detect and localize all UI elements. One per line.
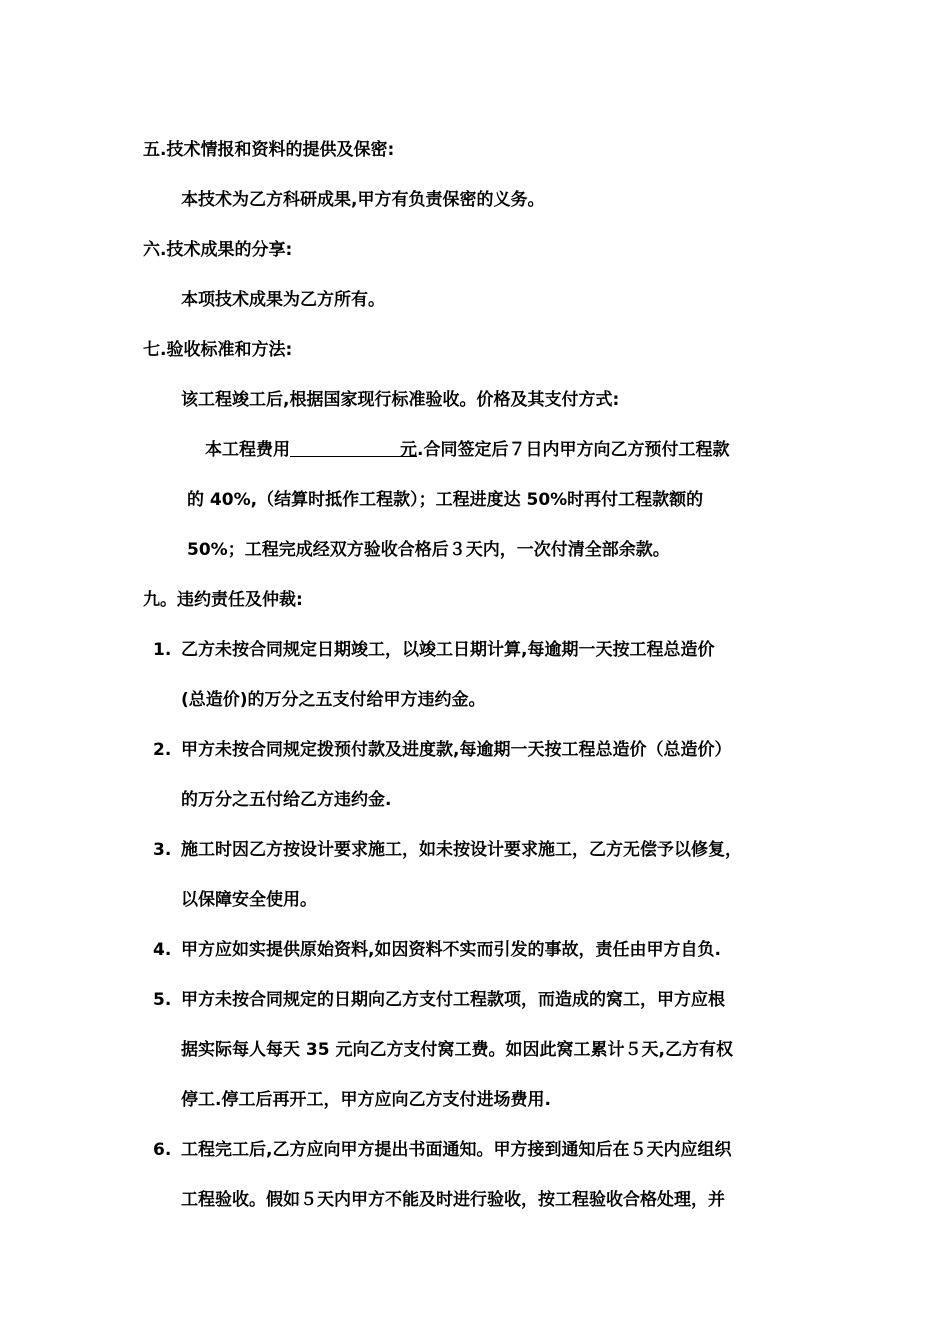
item-6-number: 6. [153,1140,172,1160]
item-5-line-1: 甲方未按合同规定的日期向乙方支付工程款项，而造成的窝工，甲方应根 [181,990,725,1010]
payment-prefix: 本工程费用 [205,440,290,460]
item-4-line-1: 甲方应如实提供原始资料,如因资料不实而引发的事故，责任由甲方自负. [181,940,721,960]
section-9-heading: 九。违约责任及仲裁: [143,590,303,610]
section-5-heading: 五.技术情报和资料的提供及保密: [143,140,395,160]
item-6-line-1: 工程完工后,乙方应向甲方提出书面通知。甲方接到通知后在５天内应组织 [181,1140,732,1160]
item-3-number: 3. [153,840,172,860]
payment-unit: 元 [400,440,417,460]
item-1-line-2: (总造价)的万分之五支付给甲方违约金。 [181,690,486,710]
section-6-body: 本项技术成果为乙方所有。 [181,290,385,310]
item-5-line-2: 据实际每人每天 35 元向乙方支付窝工费。如因此窝工累计５天,乙方有权 [181,1040,733,1060]
item-1-line-1: 乙方未按合同规定日期竣工，以竣工日期计算,每逾期一天按工程总造价 [181,640,715,660]
item-6-line-2: 工程验收。假如５天内甲方不能及时进行验收，按工程验收合格处理，并 [181,1190,725,1210]
item-2-line-2: 的万分之五付给乙方违约金. [181,790,392,810]
section-6-heading: 六.技术成果的分享: [143,240,293,260]
item-1-number: 1. [153,640,172,660]
payment-line-3: 50%；工程完成经双方验收合格后３天内，一次付清全部余款。 [187,540,670,560]
section-7-heading: 七.验收标准和方法: [143,340,293,360]
payment-line-1 [205,438,729,462]
item-2-line-1: 甲方未按合同规定拨预付款及进度款,每逾期一天按工程总造价（总造价） [181,740,732,760]
item-5-line-3: 停工.停工后再开工，甲方应向乙方支付进场费用. [181,1090,551,1110]
payment-rest: .合同签定后７日内甲方向乙方预付工程款 [417,440,730,460]
payment-line-2: 的 40%,（结算时抵作工程款）；工程进度达 50%时再付工程款额的 [187,490,704,510]
section-7-body: 该工程竣工后,根据国家现行标准验收。价格及其支付方式: [181,390,620,410]
item-3-line-1: 施工时因乙方按设计要求施工，如未按设计要求施工，乙方无偿予以修复， [181,840,742,860]
section-5-body: 本技术为乙方科研成果,甲方有负责保密的义务。 [181,190,545,210]
item-3-line-2: 以保障安全使用。 [181,890,317,910]
payment-amount-blank [290,438,400,457]
item-5-number: 5. [153,990,172,1010]
item-4-number: 4. [153,940,172,960]
item-2-number: 2. [153,740,172,760]
